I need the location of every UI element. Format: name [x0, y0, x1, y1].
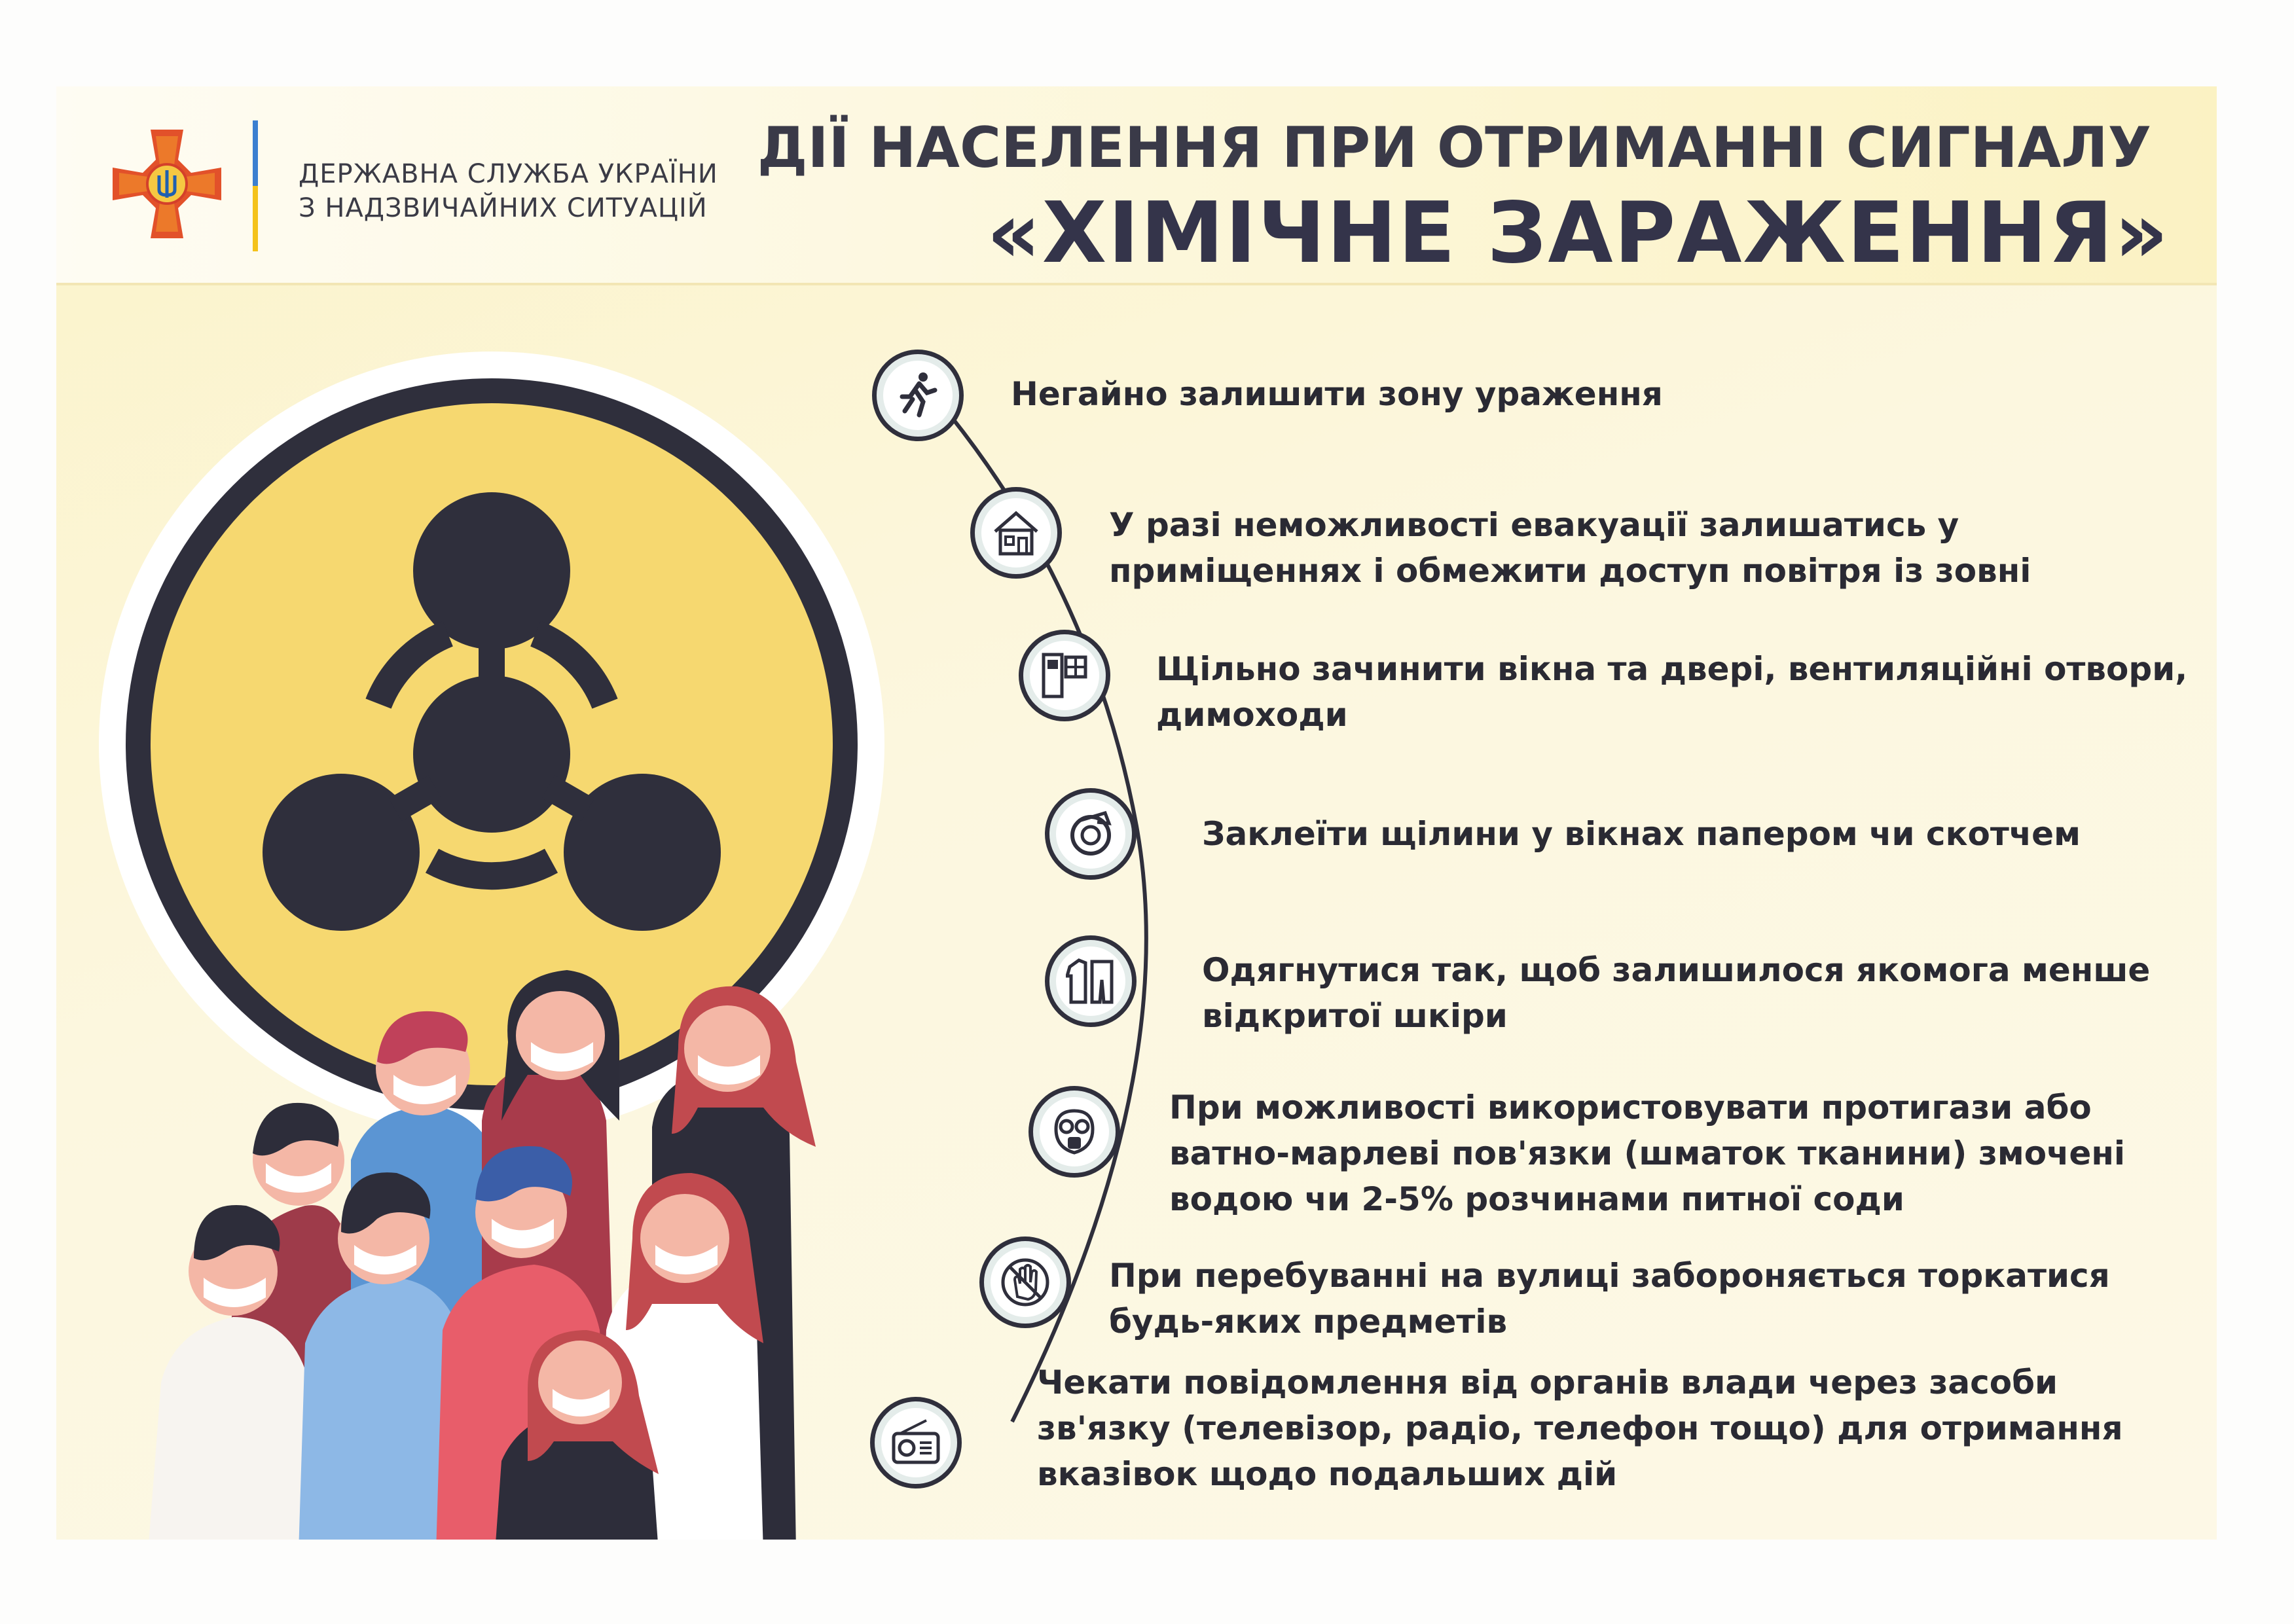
step-8-text — [1037, 1360, 2123, 1497]
step-5-line-2: відкритої шкіри — [1202, 997, 1508, 1035]
step-2-line-1: У разі неможливості евакуації залишатись у — [1109, 506, 1959, 544]
step-7-line-2: будь-яких предметів — [1109, 1303, 1508, 1341]
gas-mask-icon — [1029, 1086, 1120, 1178]
poster — [56, 86, 2217, 1540]
step-7-line-1: При перебуванні на вулиці забороняється торкатися — [1109, 1257, 2110, 1295]
step-5-text — [1202, 947, 2150, 1039]
poster-subtitle: ДІЇ НАСЕЛЕННЯ ПРИ ОТРИМАННІ СИГНАЛУ — [757, 115, 2151, 181]
running-person-icon — [872, 350, 964, 441]
step-3-line-2: димоходи — [1156, 696, 1348, 734]
agency-line-1: ДЕРЖАВНА СЛУЖБА УКРАЇНИ — [299, 159, 718, 189]
step-8-line-3: вказівок щодо подальших дій — [1037, 1455, 1618, 1493]
agency-name — [299, 157, 718, 225]
step-8-line-2: зв'язку (телевізор, радіо, телефон тощо) для отримання — [1037, 1409, 2123, 1447]
people-in-masks-illustration — [135, 964, 894, 1540]
step-2-line-2: приміщеннях і обмежити доступ повітря із зовні — [1109, 552, 2031, 590]
dsns-emblem-icon — [110, 127, 224, 241]
logo-divider — [253, 120, 258, 251]
radio-icon — [870, 1397, 962, 1489]
tape-roll-icon — [1045, 788, 1137, 880]
step-6-line-3: водою чи 2-5% розчинами питної соди — [1169, 1180, 1904, 1218]
step-6-text — [1169, 1085, 2125, 1222]
step-6-line-1: При можливості використовувати протигази або — [1169, 1089, 2092, 1127]
window-door-icon — [1019, 630, 1110, 721]
step-7-text — [1109, 1253, 2110, 1344]
step-4-text — [1202, 811, 2081, 857]
step-4-line-1: Заклеїти щілини у вікнах папером чи скотчем — [1202, 815, 2081, 853]
step-6-line-2: ватно-марлеві пов'язки (шматок тканини) змочені — [1169, 1134, 2126, 1172]
no-touch-hand-icon — [979, 1236, 1071, 1328]
step-1-text — [1011, 371, 1663, 417]
agency-line-2: З НАДЗВИЧАЙНИХ СИТУАЦІЙ — [299, 193, 708, 223]
header — [56, 86, 2217, 285]
step-5-line-1: Одягнутися так, щоб залишилося якомога менше — [1202, 951, 2151, 989]
step-3-text — [1156, 646, 2187, 738]
clothing-icon — [1045, 935, 1137, 1027]
step-2-text — [1109, 502, 2031, 594]
step-3-line-1: Щільно зачинити вікна та двері, вентиляційні отвори, — [1156, 650, 2188, 688]
poster-title: «ХІМІЧНЕ ЗАРАЖЕННЯ» — [986, 185, 2170, 282]
step-1-line-1: Негайно залишити зону ураження — [1011, 375, 1663, 413]
step-8-line-1: Чекати повідомлення від органів влади через засоби — [1037, 1363, 2058, 1401]
house-icon — [970, 487, 1062, 579]
